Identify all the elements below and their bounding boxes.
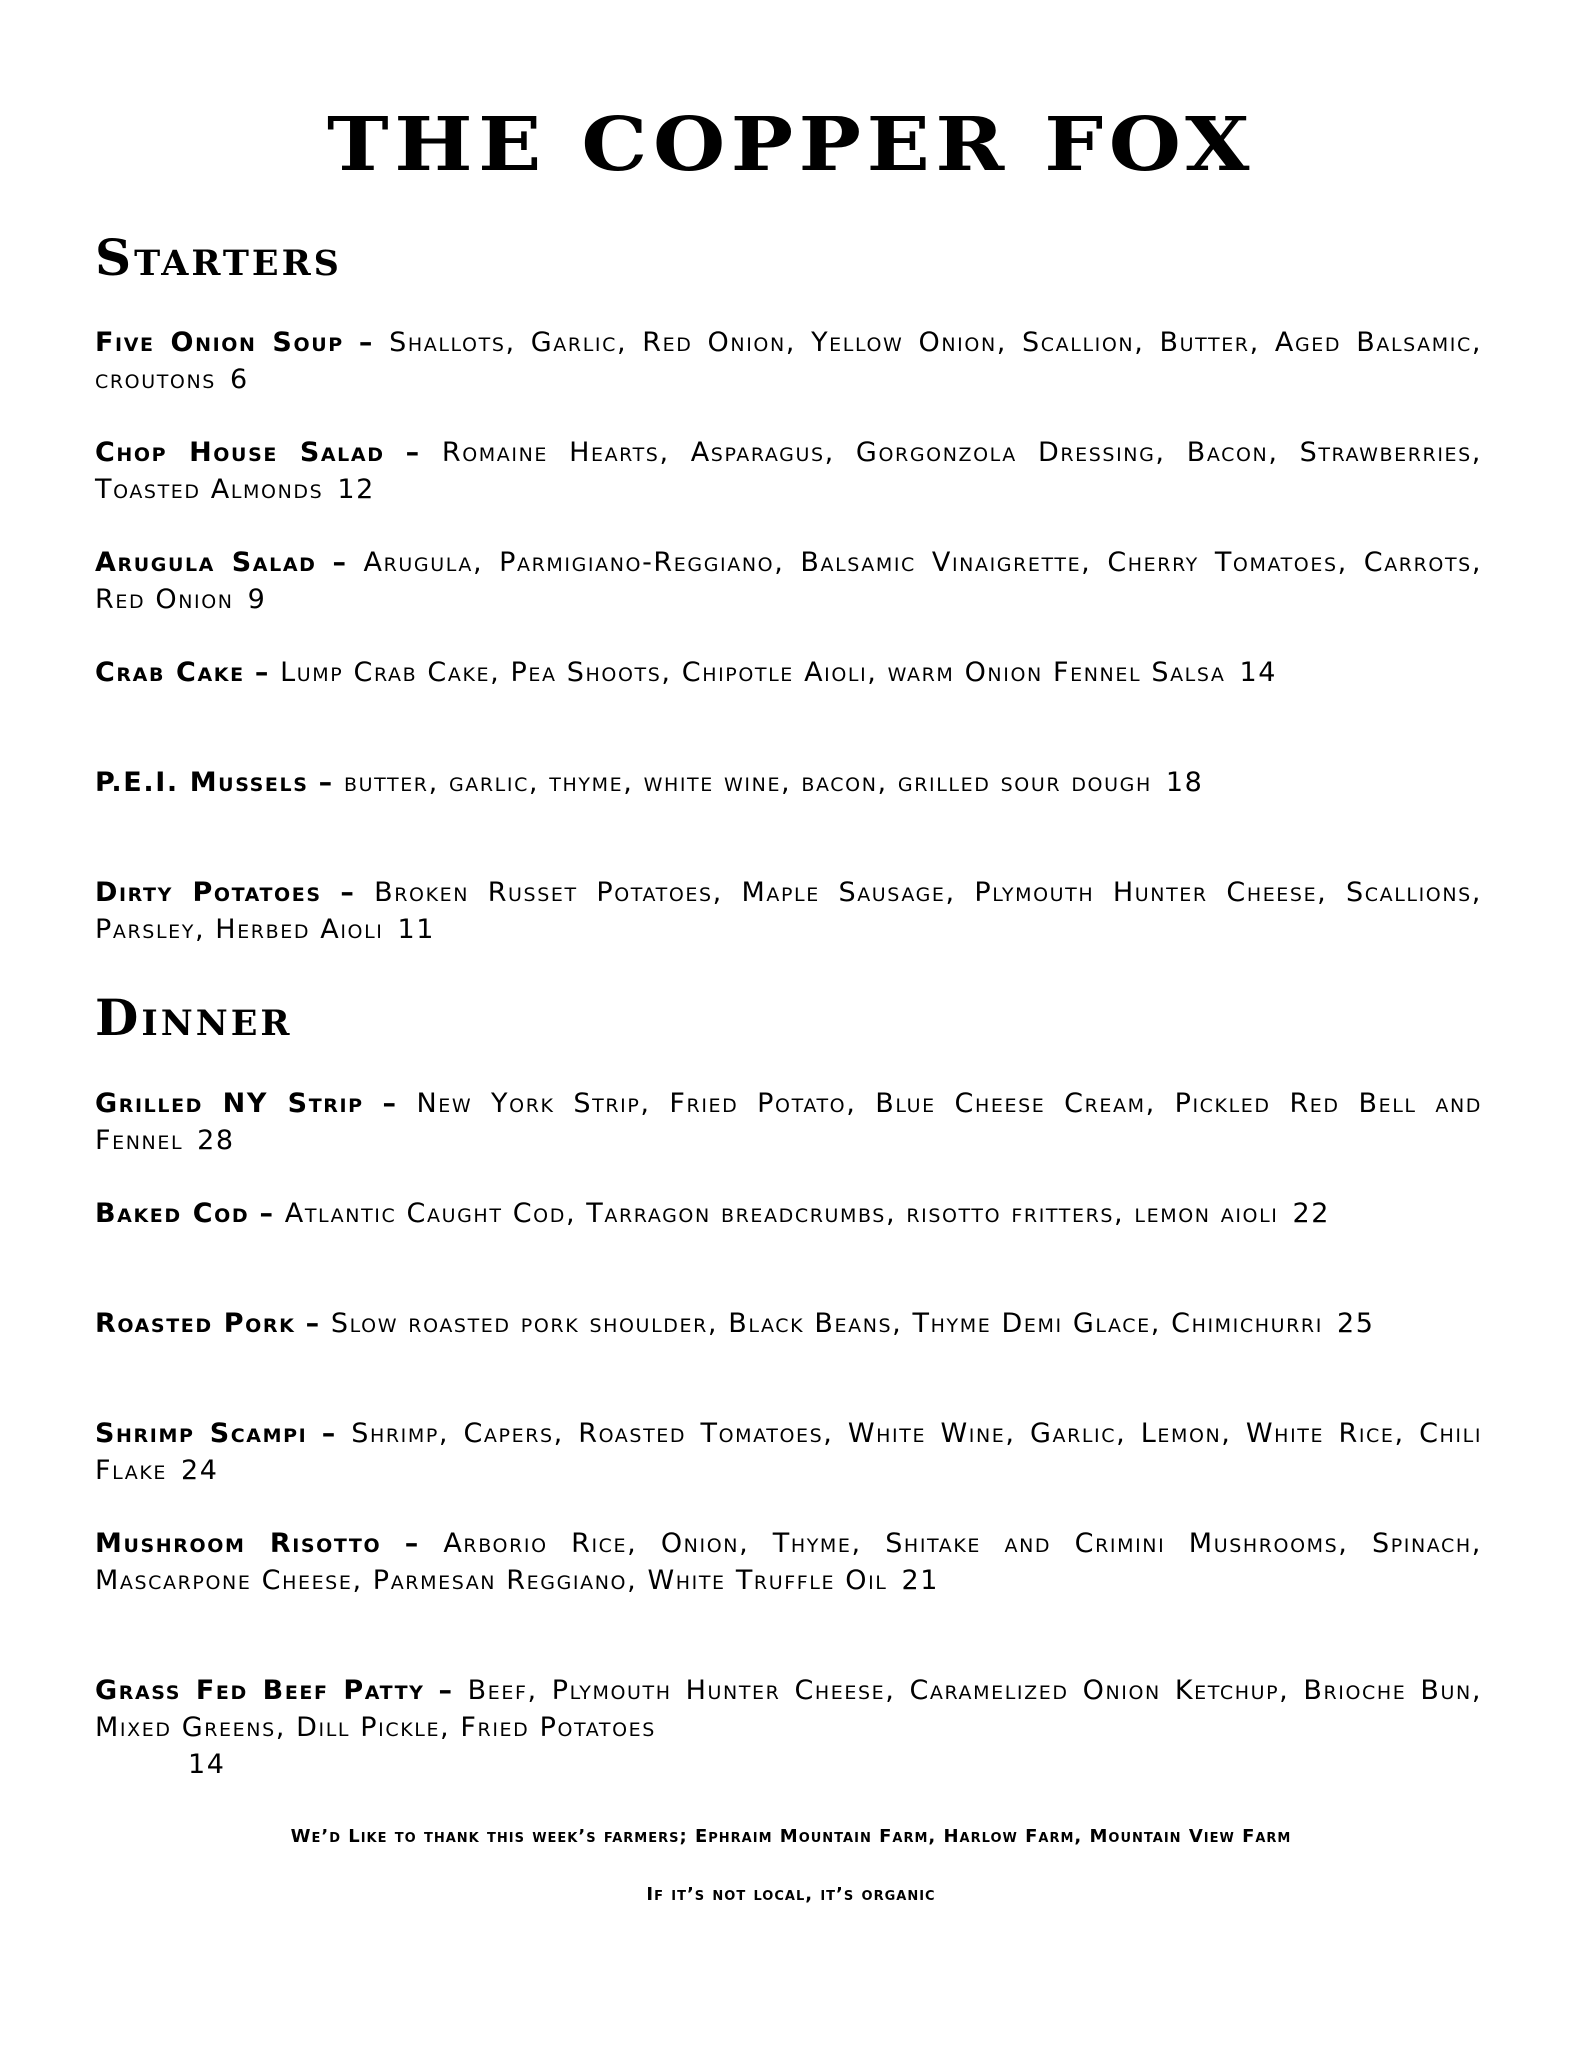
- item-name: Mushroom Risotto: [95, 1528, 382, 1559]
- item-price: 11: [397, 914, 436, 945]
- menu-item: [95, 1672, 1482, 1783]
- item-separator: –: [321, 1418, 337, 1449]
- menu-item: [95, 1085, 1482, 1159]
- item-name: Baked Cod: [95, 1198, 250, 1229]
- item-description: Atlantic Caught Cod, Tarragon breadcrumbs, risotto fritters, lemon aioli: [284, 1198, 1279, 1229]
- item-price: 28: [197, 1125, 235, 1156]
- item-price: 18: [1165, 767, 1204, 798]
- item-description: Shrimp, Capers, Roasted Tomatoes, White Wine, Garlic, Lemon, White Rice, Chili Flake: [95, 1418, 1483, 1486]
- item-separator: –: [318, 767, 334, 798]
- item-name: Grass Fed Beef Patty: [95, 1675, 425, 1706]
- item-separator: –: [259, 1198, 275, 1229]
- item-separator: –: [305, 1308, 321, 1339]
- item-name: Roasted Pork: [95, 1308, 296, 1339]
- item-description: New York Strip, Fried Potato, Blue Cheese Cream, Pickled Red Bell and Fennel: [95, 1088, 1483, 1156]
- item-description: Arugula, Parmigiano-Reggiano, Balsamic Vinaigrette, Cherry Tomatoes, Carrots, Red Onion: [95, 547, 1483, 615]
- item-price: 24: [181, 1455, 219, 1486]
- item-price: 6: [229, 364, 249, 395]
- restaurant-title: THE COPPER FOX: [326, 102, 1255, 188]
- item-separator: –: [358, 327, 375, 358]
- item-price: 9: [247, 584, 267, 615]
- menu-item: [95, 434, 1482, 508]
- item-description: Beef, Plymouth Hunter Cheese, Caramelized Onion Ketchup, Brioche Bun, Mixed Greens, Dill Pickle, Fried Potatoes: [95, 1675, 1483, 1743]
- item-description: Lump Crab Cake, Pea Shoots, Chipotle Aioli, warm Onion Fennel Salsa: [280, 657, 1226, 688]
- menu-item: [95, 1195, 1482, 1232]
- item-separator: –: [438, 1675, 454, 1706]
- item-description: butter, garlic, thyme, white wine, bacon, grilled sour dough: [343, 767, 1152, 798]
- item-separator: –: [404, 1528, 420, 1559]
- item-description: Romaine Hearts, Asparagus, Gorgonzola Dressing, Bacon, Strawberries, Toasted Almonds: [95, 437, 1482, 505]
- menu-item: [95, 1525, 1482, 1599]
- item-description: Arborio Rice, Onion, Thyme, Shitake and Crimini Mushrooms, Spinach, Mascarpone Cheese, Parmesan Reggiano, White Truffle Oil: [95, 1528, 1482, 1596]
- farmers-thanks: We’d Like to thank this week’s farmers; Ephraim Mountain Farm, Harlow Farm, Mountain View Farm: [290, 1826, 1292, 1847]
- item-name: Crab Cake: [95, 657, 245, 688]
- item-price: 22: [1292, 1198, 1331, 1229]
- menu-item: [95, 764, 1482, 801]
- item-price: 14: [188, 1749, 226, 1780]
- item-separator: –: [405, 437, 421, 468]
- item-name: Chop House Salad: [95, 437, 385, 468]
- section-title-dinner: Dinner: [95, 988, 293, 1047]
- menu-item: [95, 1415, 1482, 1489]
- item-name: Dirty Potatoes: [95, 877, 322, 908]
- item-description: Shallots, Garlic, Red Onion, Yellow Onion, Scallion, Butter, Aged Balsamic, croutons: [95, 327, 1482, 395]
- menu-item: [95, 544, 1482, 618]
- item-separator: –: [382, 1088, 398, 1119]
- menu-item: [95, 874, 1482, 948]
- item-name: Grilled NY Strip: [95, 1088, 364, 1119]
- item-name: Arugula Salad: [95, 547, 317, 578]
- item-separator: –: [332, 547, 348, 578]
- item-separator: –: [340, 877, 356, 908]
- section-title-starters: Starters: [95, 228, 342, 287]
- item-name: Five Onion Soup: [95, 327, 344, 358]
- tagline: If it’s not local, it’s organic: [646, 1884, 936, 1905]
- item-price: 21: [901, 1565, 940, 1596]
- item-price: 14: [1239, 657, 1278, 688]
- item-price: 12: [337, 474, 375, 505]
- item-description: Broken Russet Potatoes, Maple Sausage, Plymouth Hunter Cheese, Scallions, Parsley, Herbed Aioli: [95, 877, 1482, 945]
- menu-item: [95, 324, 1482, 398]
- menu-item: [95, 1305, 1482, 1342]
- item-description: Slow roasted pork shoulder, Black Beans, Thyme Demi Glace, Chimichurri: [330, 1308, 1323, 1339]
- item-name: Shrimp Scampi: [95, 1418, 308, 1449]
- item-separator: –: [254, 657, 270, 688]
- menu-item: [95, 654, 1482, 691]
- item-name: P.E.I. Mussels: [95, 767, 309, 798]
- item-price: 25: [1336, 1308, 1375, 1339]
